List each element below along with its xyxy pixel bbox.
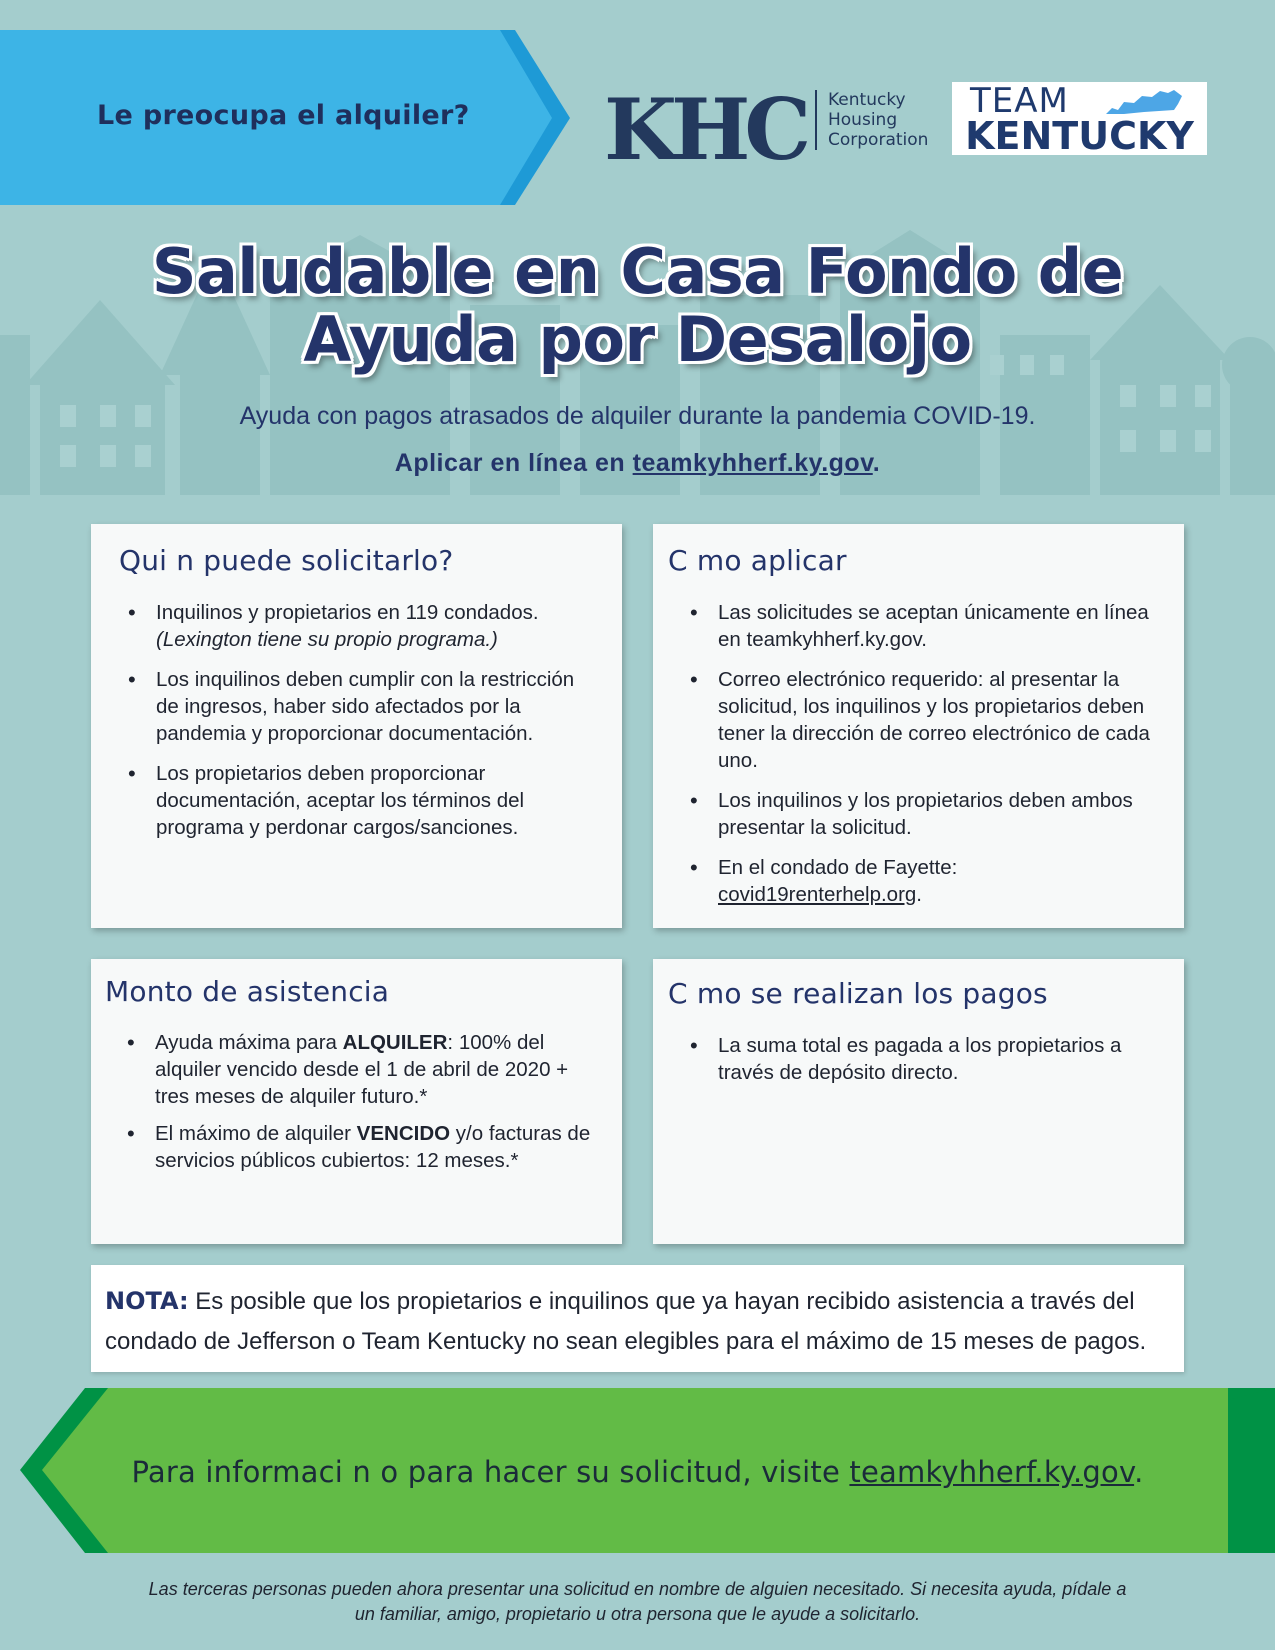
list-item: • Los propietarios deben proporcionar documentación, aceptar los términos del programa y perdonar cargos/sanciones. xyxy=(126,760,596,841)
list-item-text: Inquilinos y propietarios en 119 condados. xyxy=(156,601,539,624)
list-item-bold: ALQUILER xyxy=(342,1031,448,1054)
assistance-amount-card xyxy=(91,959,622,1244)
bottom-banner-link[interactable]: teamkyhherf.ky.gov xyxy=(849,1455,1135,1489)
fayette-link[interactable]: covid19renterhelp.org xyxy=(718,883,917,906)
list-item-text: El máximo de alquiler xyxy=(155,1122,357,1145)
list-item: • La suma total es pagada a los propietarios a través de depósito directo. xyxy=(688,1032,1163,1086)
how-payments-made-card xyxy=(653,959,1184,1244)
who-can-apply-card xyxy=(91,524,622,928)
khc-logo-divider xyxy=(815,90,817,150)
page-title-line2: Ayuda por Desalojo xyxy=(303,303,972,376)
team-kentucky-logo-line2: KENTUCKY xyxy=(965,114,1194,158)
list-item xyxy=(125,1120,600,1174)
khc-logo-name-line: Kentucky xyxy=(828,90,906,110)
apply-online-line xyxy=(0,449,1275,478)
list-item: • Los inquilinos y los propietarios deben ambos presentar la solicitud. xyxy=(688,787,1163,841)
khc-logo-name xyxy=(828,90,938,150)
khc-logo xyxy=(604,80,934,180)
apply-online-suffix: . xyxy=(872,449,881,477)
assistance-amount-heading: Monto de asistencia xyxy=(105,975,390,1008)
list-item xyxy=(688,854,1163,908)
top-banner-text: Le preocupa el alquiler? xyxy=(97,100,470,131)
who-can-apply-heading: Qui n puede solicitarlo? xyxy=(119,544,454,577)
note-label: NOTA: xyxy=(105,1287,189,1315)
list-item: • Correo electrónico requerido: al presentar la solicitud, los inquilinos y los propietarios deben tener la dirección de correo electrónico de cada uno. xyxy=(688,666,1163,774)
how-to-apply-list xyxy=(688,599,1163,921)
fayette-text: En el condado de Fayette: xyxy=(718,856,958,879)
note-text xyxy=(105,1281,1175,1362)
subtitle: Ayuda con pagos atrasados de alquiler durante la pandemia COVID-19. xyxy=(239,402,1036,430)
bottom-banner-prefix: Para informaci n o para hacer su solicitud, visite xyxy=(131,1455,850,1489)
page-title xyxy=(100,235,1175,376)
list-item: • Los inquilinos deben cumplir con la restricción de ingresos, haber sido afectados por la pandemia y proporcionar documentación. xyxy=(126,666,596,747)
list-item-text: Ayuda máxima para xyxy=(155,1031,343,1054)
list-item xyxy=(126,599,596,653)
assistance-amount-list xyxy=(125,1029,600,1184)
khc-logo-letters: KHC xyxy=(604,80,806,179)
fayette-suffix: . xyxy=(916,883,922,906)
khc-logo-name-line: Corporation xyxy=(828,130,929,150)
list-item-bold: VENCIDO xyxy=(356,1122,451,1145)
team-kentucky-logo-line1: TEAM xyxy=(970,81,1069,121)
who-can-apply-list xyxy=(126,599,596,854)
how-to-apply-heading: C mo aplicar xyxy=(668,544,847,577)
page-title-line1: Saludable en Casa Fondo de xyxy=(151,235,1124,308)
apply-online-link[interactable]: teamkyhherf.ky.gov xyxy=(632,449,873,477)
how-payments-made-list xyxy=(688,1032,1163,1098)
note-box xyxy=(91,1265,1184,1372)
footer-note: Las terceras personas pueden ahora presentar una solicitud en nombre de alguien necesitado. Si necesita ayuda, pídale a un familiar, amigo, propietario u otra persona que le ayude a solicitarlo. xyxy=(148,1579,1127,1624)
bottom-banner-text xyxy=(0,1455,1275,1489)
list-item-note: (Lexington tiene su propio programa.) xyxy=(156,628,498,651)
how-payments-made-heading: C mo se realizan los pagos xyxy=(668,977,1048,1010)
top-banner xyxy=(0,30,570,205)
khc-logo-name-line: Housing xyxy=(828,110,898,130)
note-body: Es posible que los propietarios e inquilinos que ya hayan recibido asistencia a través del condado de Jefferson o Team Kentucky no sean elegibles para el máximo de 15 meses de pagos. xyxy=(105,1288,1147,1355)
bottom-banner-suffix: . xyxy=(1134,1455,1144,1489)
team-kentucky-logo xyxy=(952,81,1207,158)
how-to-apply-card xyxy=(653,524,1184,928)
list-item-text: y/o facturas de servicios públicos cubiertos: 12 meses.* xyxy=(155,1122,591,1172)
list-item-text: : 100% del alquiler vencido desde el 1 de abril de 2020 + tres meses de alquiler futuro.* xyxy=(155,1031,569,1108)
list-item xyxy=(125,1029,600,1110)
list-item: • Las solicitudes se aceptan únicamente en línea en teamkyhherf.ky.gov. xyxy=(688,599,1163,653)
apply-online-prefix: Aplicar en línea en xyxy=(394,449,633,477)
